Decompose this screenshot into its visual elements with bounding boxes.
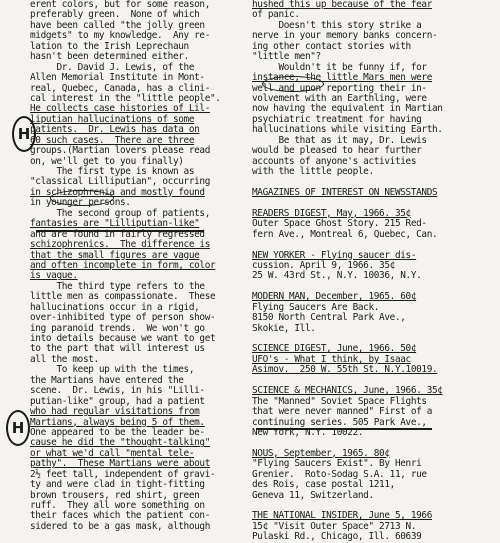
text-line: cause he did the "thought-talking": [30, 437, 211, 449]
text-line: continuing series. 505 Park Ave.,: [252, 416, 427, 428]
text-line: well and upon reporting their in-: [252, 82, 427, 94]
text-line: scene. Dr. Lewis, in his "Lilli-: [30, 385, 205, 397]
text-line: Skokie, Ill.: [252, 322, 316, 334]
text-line: SCIENCE DIGEST, June, 1966. 50¢: [252, 343, 417, 355]
text-line: Asimov. 250 W. 55th St. N.Y.10019.: [252, 364, 438, 376]
text-line: Wouldn't it be funny if, for: [252, 61, 427, 73]
text-line: volvement with an Earthling, were: [252, 92, 427, 104]
text-line: of panic.: [252, 9, 300, 21]
text-line: "classical Lilliputian", occurring: [30, 176, 211, 188]
text-line: THE NATIONAL INSIDER, June 5, 1966: [252, 510, 433, 522]
text-line: MODERN MAN, December, 1965. 60¢: [252, 291, 417, 303]
text-line: "little men"?: [252, 51, 321, 63]
text-line: and often incomplete in form, color: [30, 259, 216, 271]
text-line: [252, 501, 488, 511]
text-line: 2½ feet tall, independent of gravi-: [30, 468, 216, 480]
text-line: the Martians have entered the: [30, 374, 184, 386]
text-line: SCIENCE & MECHANICS, June, 1966. 35¢: [252, 385, 443, 397]
text-line: MAGAZINES OF INTEREST ON NEWSSTANDS: [252, 186, 438, 198]
text-line: Grenier. Roto-Sodag S.A. 11, rue: [252, 468, 427, 480]
text-line: over-inhibited type of person show-: [30, 312, 216, 324]
text-line: The third type refers to the: [30, 280, 205, 292]
text-line: Geneva 11, Switzerland.: [252, 489, 374, 501]
text-line: hushed this up because of the fear: [252, 0, 433, 10]
text-line: ty and were clad in tight-fitting: [30, 479, 205, 491]
text-line: preferably green. None of which: [30, 9, 200, 21]
text-line: lation to the Irish Leprechaun: [30, 40, 189, 52]
text-line: now having the equivalent in Martian: [252, 103, 443, 115]
text-line: schizophrenics. The difference is: [30, 239, 211, 251]
text-line: hallucinations while visiting Earth.: [252, 124, 443, 136]
text-line: NEW YORKER - Flying saucer dis-: [252, 249, 417, 261]
text-line: The "Manned" Soviet Space Flights: [252, 395, 427, 407]
text-line: with the little people.: [252, 166, 374, 177]
text-line: on, we'll get to you finally): [30, 155, 184, 167]
text-line: brown trousers, red shirt, green: [30, 489, 200, 501]
text-line: "Flying Saucers Exist". By Henri: [252, 458, 422, 470]
text-line: that were never manned" First of a: [252, 406, 433, 418]
text-line: have been called "the jolly green: [30, 19, 205, 31]
text-line: cal interest in the "little people".: [30, 92, 221, 104]
text-line: He collects case histories of Lil-: [30, 103, 211, 115]
text-line: fern Ave., Montreal 6, Quebec, Can.: [252, 228, 438, 240]
text-line: that the small figures are vague: [30, 249, 200, 261]
text-line: One appeared to be the leader be-: [30, 426, 205, 438]
left-text-column: [30, 0, 252, 532]
text-line: or what we'd call "mental tele-: [30, 447, 195, 459]
text-line: 60 such cases. There are three: [30, 134, 195, 146]
text-line: is vague.: [30, 270, 78, 282]
text-line: would be pleased to hear further: [252, 145, 422, 157]
text-line: psychiatric treatment for having: [252, 113, 422, 125]
text-line: Pulaski Rd., Chicago, Ill. 60639: [252, 531, 422, 543]
text-line: UFO's - What I think, by Isaac: [252, 353, 411, 365]
margin-mark-h: H: [6, 410, 30, 446]
text-line: New York, N.Y. 10022.: [252, 426, 364, 438]
text-line: and are found in fairly regressed: [30, 228, 205, 240]
text-line: midgets" to my knowledge. Any re-: [30, 30, 211, 42]
text-line: ing other contact stories with: [252, 40, 411, 52]
text-line: NOUS, September, 1965. 80¢: [252, 447, 390, 459]
margin-mark-h: H: [12, 116, 36, 152]
text-line: 15¢ "Visit Outer Space" 2713 N.: [252, 520, 417, 532]
text-line: pathy". These Martians were about: [30, 458, 211, 470]
text-line: fantasies are "Lilliputian-like": [30, 218, 200, 230]
text-line: Flying Saucers Are Back.: [252, 301, 380, 313]
text-line: in schizophrenia and mostly found: [30, 186, 205, 198]
text-line: real, Quebec, Canada, has a clini-: [30, 82, 211, 94]
text-line: putian-like" group, had a patient: [30, 395, 205, 407]
text-line: accounts of anyone's activities: [252, 155, 417, 167]
text-line: instance, the little Mars men were: [252, 72, 433, 84]
text-line: hasn't been determined either.: [30, 51, 189, 63]
text-line: liputian hallucinations of some: [30, 113, 195, 125]
text-line: hallucinations occur in a rigid,: [30, 301, 200, 313]
text-line: sidered to be a gas mask, although: [30, 520, 211, 532]
text-line: little men as compassionate. These: [30, 291, 216, 303]
text-line: des Rois, case postal 1211,: [252, 479, 395, 491]
text-line: nerve in your memory banks concern-: [252, 30, 438, 42]
text-line: To keep up with the times,: [30, 364, 195, 376]
text-line: their faces which the patient con-: [30, 510, 211, 522]
text-line: into details because we want to get: [30, 333, 216, 344]
text-line: patients. Dr. Lewis has data on: [30, 124, 200, 136]
text-line: [252, 240, 488, 250]
text-line: The second group of patients,: [30, 207, 211, 219]
text-line: 25 W. 43rd St., N.Y. 10036, N.Y.: [252, 270, 422, 282]
text-line: Doesn't this story strike a: [252, 19, 422, 31]
right-text-column: [252, 0, 488, 543]
text-line: erent colors, but for some reason,: [30, 0, 211, 10]
text-line: who had regular visitations from: [30, 406, 200, 418]
text-line: The first type is known as: [30, 166, 195, 177]
text-line: Martians, always being 5 of them.: [30, 416, 205, 428]
text-line: Dr. David J. Lewis, of the: [30, 61, 195, 73]
text-line: Be that as it may, Dr. Lewis: [252, 134, 427, 146]
text-line: to the part that will interest us: [30, 343, 205, 355]
text-line: ing paranoid trends. We won't go: [30, 322, 205, 334]
text-line: Outer Space Ghost Story. 215 Red-: [252, 218, 427, 230]
text-line: ruff. They all wore something on: [30, 500, 205, 511]
text-line: groups.(Martian lovers please read: [30, 145, 211, 157]
text-line: 8150 North Central Park Ave.,: [252, 312, 406, 324]
text-line: in younger persons.: [30, 197, 131, 209]
text-line: READERS DIGEST, May, 1966. 35¢: [252, 207, 411, 219]
text-line: cussion. April 9, 1966. 35¢: [252, 259, 395, 271]
text-line: Allen Memorial Institute in Mont-: [30, 72, 205, 84]
text-line: all the most.: [30, 353, 99, 365]
